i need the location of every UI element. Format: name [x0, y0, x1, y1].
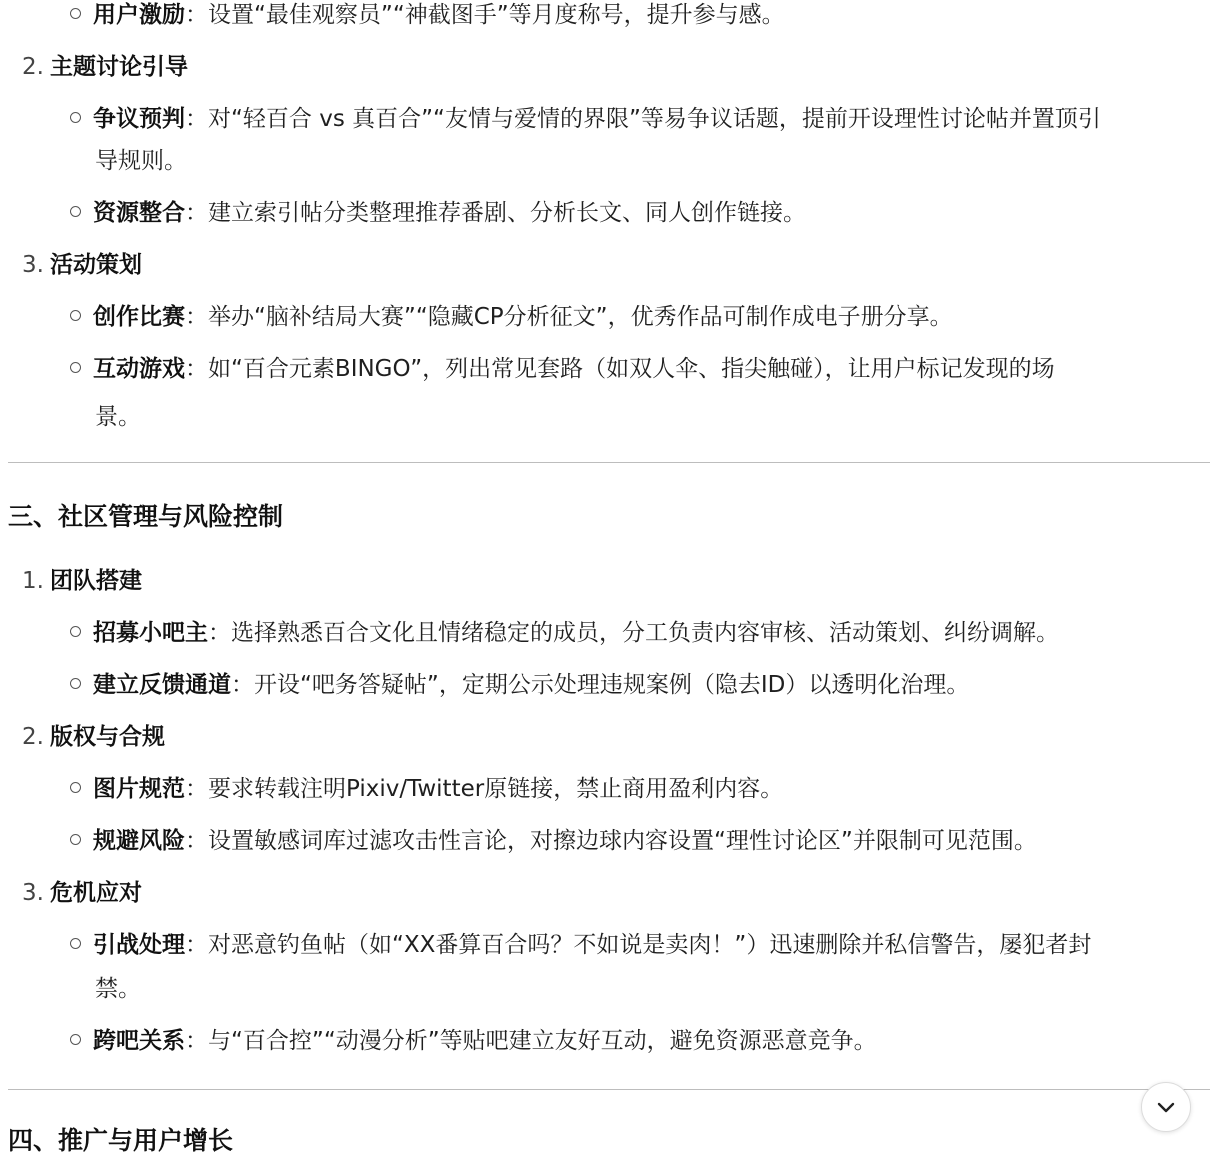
list-item [70, 198, 806, 228]
bullet-icon [70, 310, 81, 321]
list-item [70, 826, 1037, 856]
item-label: 规避风险 [93, 828, 185, 854]
item-number: 3. [22, 252, 44, 278]
item-text: ：选择熟悉百合文化且情绪稳定的成员，分工负责内容审核、活动策划、纠纷调解。 [208, 620, 1059, 646]
item-number: 2. [22, 724, 44, 750]
item-number: 2. [22, 54, 44, 80]
section-heading: 三、社区管理与风险控制 [8, 502, 284, 531]
item-text: ：设置敏感词库过滤攻击性言论，对擦边球内容设置“理性讨论区”并限制可见范围。 [185, 828, 1037, 854]
item-label: 图片规范 [93, 776, 185, 802]
item-text: ：开设“吧务答疑帖”，定期公示处理违规案例（隐去ID）以透明化治理。 [231, 672, 970, 698]
item-text-continued: 导规则。 [95, 148, 187, 174]
item-label: 跨吧关系 [93, 1028, 185, 1054]
list-item [70, 774, 783, 804]
section-divider [8, 1089, 1210, 1090]
item-label: 用户激励 [93, 2, 185, 28]
item-text-continued: 景。 [95, 404, 141, 430]
section-heading: 四、推广与用户增长 [8, 1126, 234, 1155]
bullet-icon [70, 834, 81, 845]
item-title: 活动策划 [49, 252, 142, 278]
item-number: 1. [22, 568, 44, 594]
bullet-icon [70, 112, 81, 123]
list-item [70, 1026, 877, 1056]
numbered-item [22, 722, 165, 752]
bullet-icon [70, 678, 81, 689]
item-label: 招募小吧主 [93, 620, 208, 646]
chevron-down-icon [1154, 1095, 1178, 1119]
item-text: ：要求转载注明Pixiv/Twitter原链接，禁止商用盈利内容。 [185, 776, 784, 802]
item-text: ：设置“最佳观察员”“神截图手”等月度称号，提升参与感。 [185, 2, 785, 28]
item-number: 3. [22, 880, 44, 906]
item-label: 建立反馈通道 [93, 672, 231, 698]
numbered-item [22, 878, 142, 908]
section-divider [8, 462, 1210, 463]
item-title: 危机应对 [49, 880, 142, 906]
item-title: 版权与合规 [49, 724, 165, 750]
item-title: 主题讨论引导 [49, 54, 188, 80]
bullet-icon [70, 626, 81, 637]
item-text: ：对“轻百合 vs 真百合”“友情与爱情的界限”等易争议话题，提前开设理性讨论帖并置顶引 [185, 106, 1101, 132]
item-text: ：如“百合元素BINGO”，列出常见套路（如双人伞、指尖触碰），让用户标记发现的场 [185, 356, 1055, 382]
list-item [70, 354, 1055, 384]
item-title: 团队搭建 [49, 568, 142, 594]
numbered-item [22, 566, 142, 596]
list-item [70, 670, 969, 700]
item-text: ：对恶意钓鱼帖（如“XX番算百合吗？不如说是卖肉！”）迅速删除并私信警告，屡犯者封 [185, 932, 1092, 958]
bullet-icon [70, 8, 81, 19]
item-text-continued: 禁。 [95, 976, 141, 1002]
item-label: 引战处理 [93, 932, 185, 958]
bullet-icon [70, 1034, 81, 1045]
item-label: 资源整合 [93, 200, 185, 226]
list-item [70, 302, 953, 332]
item-text: ：与“百合控”“动漫分析”等贴吧建立友好互动，避免资源恶意竞争。 [185, 1028, 877, 1054]
bullet-icon [70, 362, 81, 373]
bullet-icon [70, 938, 81, 949]
item-text: ：建立索引帖分类整理推荐番剧、分析长文、同人创作链接。 [185, 200, 806, 226]
numbered-item [22, 52, 188, 82]
item-label: 争议预判 [93, 106, 185, 132]
bullet-icon [70, 782, 81, 793]
item-label: 互动游戏 [93, 356, 185, 382]
bullet-icon [70, 206, 81, 217]
item-label: 创作比赛 [93, 304, 185, 330]
numbered-item [22, 250, 142, 280]
list-item [70, 618, 1059, 648]
list-item [70, 930, 1091, 960]
item-text: ：举办“脑补结局大赛”“隐藏CP分析征文”，优秀作品可制作成电子册分享。 [185, 304, 953, 330]
scroll-down-button[interactable] [1141, 1082, 1191, 1132]
list-item [70, 104, 1101, 134]
list-item [70, 0, 785, 30]
